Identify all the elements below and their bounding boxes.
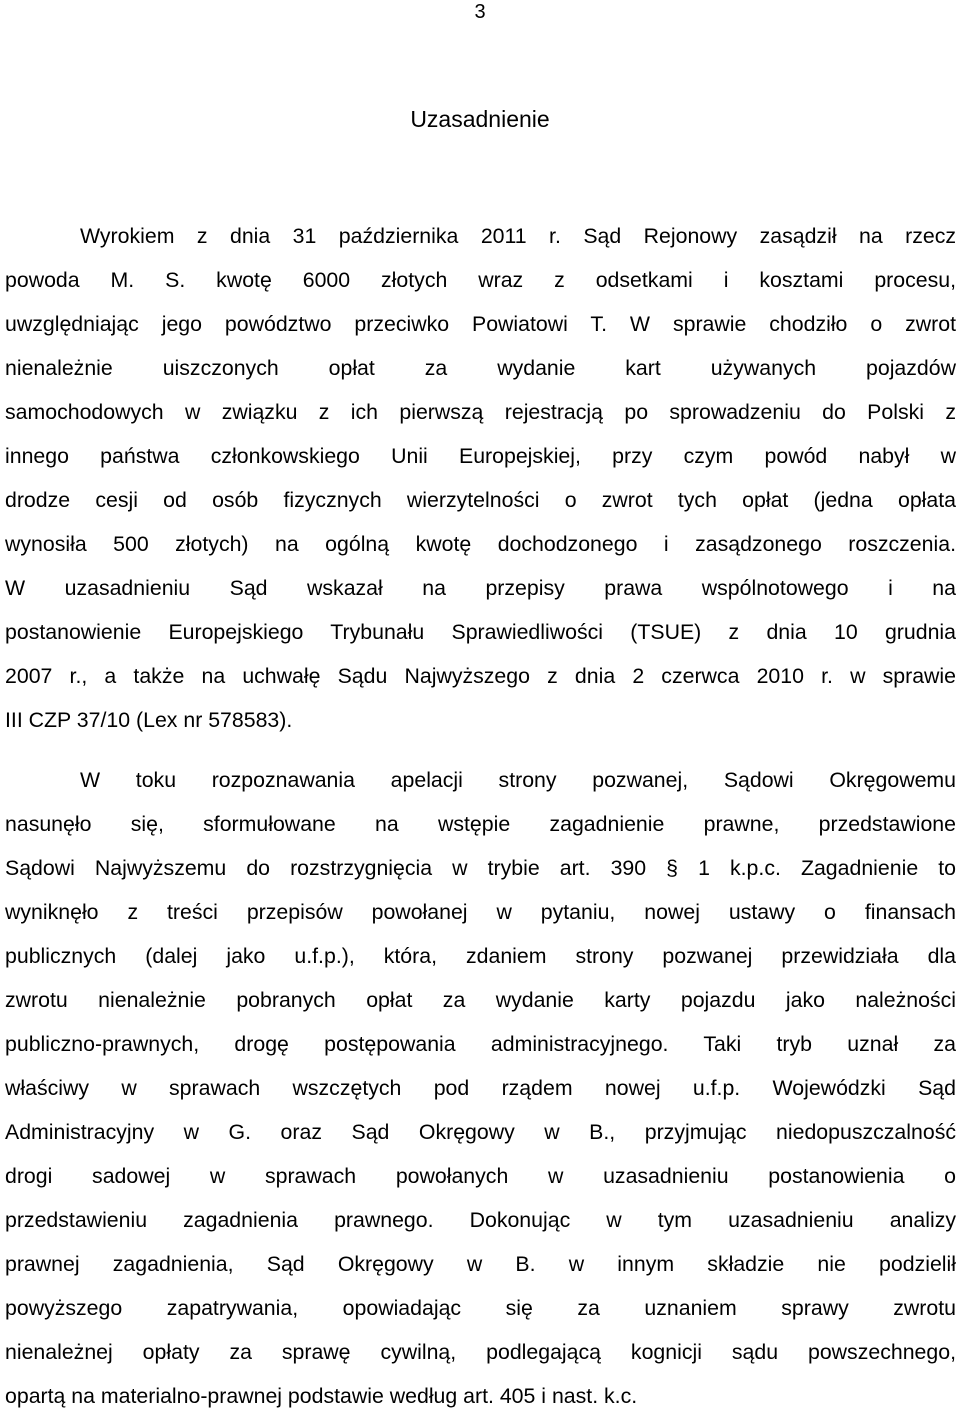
paragraph-2-line: przedstawieniu zagadnienia prawnego. Dokonując w tym uzasadnieniu analizy: [5, 1208, 956, 1232]
paragraph-1-line: Wyrokiem z dnia 31 października 2011 r. Sąd Rejonowy zasądził na rzecz: [80, 224, 956, 248]
paragraph-1-line: innego państwa członkowskiego Unii Europejskiej, przy czym powód nabył w: [5, 444, 956, 468]
paragraph-2-line: Administracyjny w G. oraz Sąd Okręgowy w B., przyjmując niedopuszczalność: [5, 1120, 956, 1144]
paragraph-2-line: publiczno-prawnych, drogę postępowania administracyjnego. Taki tryb uznał za: [5, 1032, 956, 1056]
paragraph-2-line: drogi sadowej w sprawach powołanych w uzasadnieniu postanowienia o: [5, 1164, 956, 1188]
paragraph-2-line: prawnej zagadnienia, Sąd Okręgowy w B. w innym składzie nie podzielił: [5, 1252, 956, 1276]
paragraph-1-line: postanowienie Europejskiego Trybunału Sprawiedliwości (TSUE) z dnia 10 grudnia: [5, 620, 956, 644]
paragraph-2-line: wyniknęło z treści przepisów powołanej w pytaniu, nowej ustawy o finansach: [5, 900, 956, 924]
paragraph-2-line: Sądowi Najwyższemu do rozstrzygnięcia w trybie art. 390 § 1 k.p.c. Zagadnienie to: [5, 856, 956, 880]
paragraph-1-line: nienależnie uiszczonych opłat za wydanie kart używanych pojazdów: [5, 356, 956, 380]
page-number: 3: [474, 1, 486, 23]
paragraph-1-line: uwzględniając jego powództwo przeciwko Powiatowi T. W sprawie chodziło o zwrot: [5, 312, 956, 336]
paragraph-2-line: nienależnej opłaty za sprawę cywilną, podlegającą kognicji sądu powszechnego,: [5, 1340, 956, 1364]
paragraph-2-line: nasunęło się, sformułowane na wstępie zagadnienie prawne, przedstawione: [5, 812, 956, 836]
paragraph-2-line: powyższego zapatrywania, opowiadając się za uznaniem sprawy zwrotu: [5, 1296, 956, 1320]
paragraph-1-line: W uzasadnieniu Sąd wskazał na przepisy prawa wspólnotowego i na: [5, 576, 956, 600]
document-title: Uzasadnienie: [410, 106, 550, 132]
paragraph-1-line: wynosiła 500 złotych) na ogólną kwotę dochodzonego i zasądzonego roszczenia.: [5, 532, 956, 556]
paragraph-2-line: W toku rozpoznawania apelacji strony pozwanej, Sądowi Okręgowemu: [80, 768, 956, 792]
paragraph-1-line: drodze cesji od osób fizycznych wierzytelności o zwrot tych opłat (jedna opłata: [5, 488, 956, 512]
paragraph-1-line: powoda M. S. kwotę 6000 złotych wraz z odsetkami i kosztami procesu,: [5, 268, 956, 292]
paragraph-1-line: samochodowych w związku z ich pierwszą rejestracją po sprowadzeniu do Polski z: [5, 400, 956, 424]
paragraph-2: [5, 758, 956, 1418]
paragraph-2-line: zwrotu nienależnie pobranych opłat za wydanie karty pojazdu jako należności: [5, 988, 956, 1012]
paragraph-1: [5, 214, 956, 742]
paragraph-2-line: opartą na materialno-prawnej podstawie według art. 405 i nast. k.c.: [5, 1384, 638, 1408]
paragraph-2-line: właściwy w sprawach wszczętych pod rządem nowej u.f.p. Wojewódzki Sąd: [5, 1076, 956, 1100]
paragraph-1-line: 2007 r., a także na uchwałę Sądu Najwyższego z dnia 2 czerwca 2010 r. w sprawie: [5, 664, 956, 688]
paragraph-2-line: publicznych (dalej jako u.f.p.), która, zdaniem strony pozwanej przewidziała dla: [5, 944, 956, 968]
paragraph-1-line: III CZP 37/10 (Lex nr 578583).: [5, 708, 293, 732]
